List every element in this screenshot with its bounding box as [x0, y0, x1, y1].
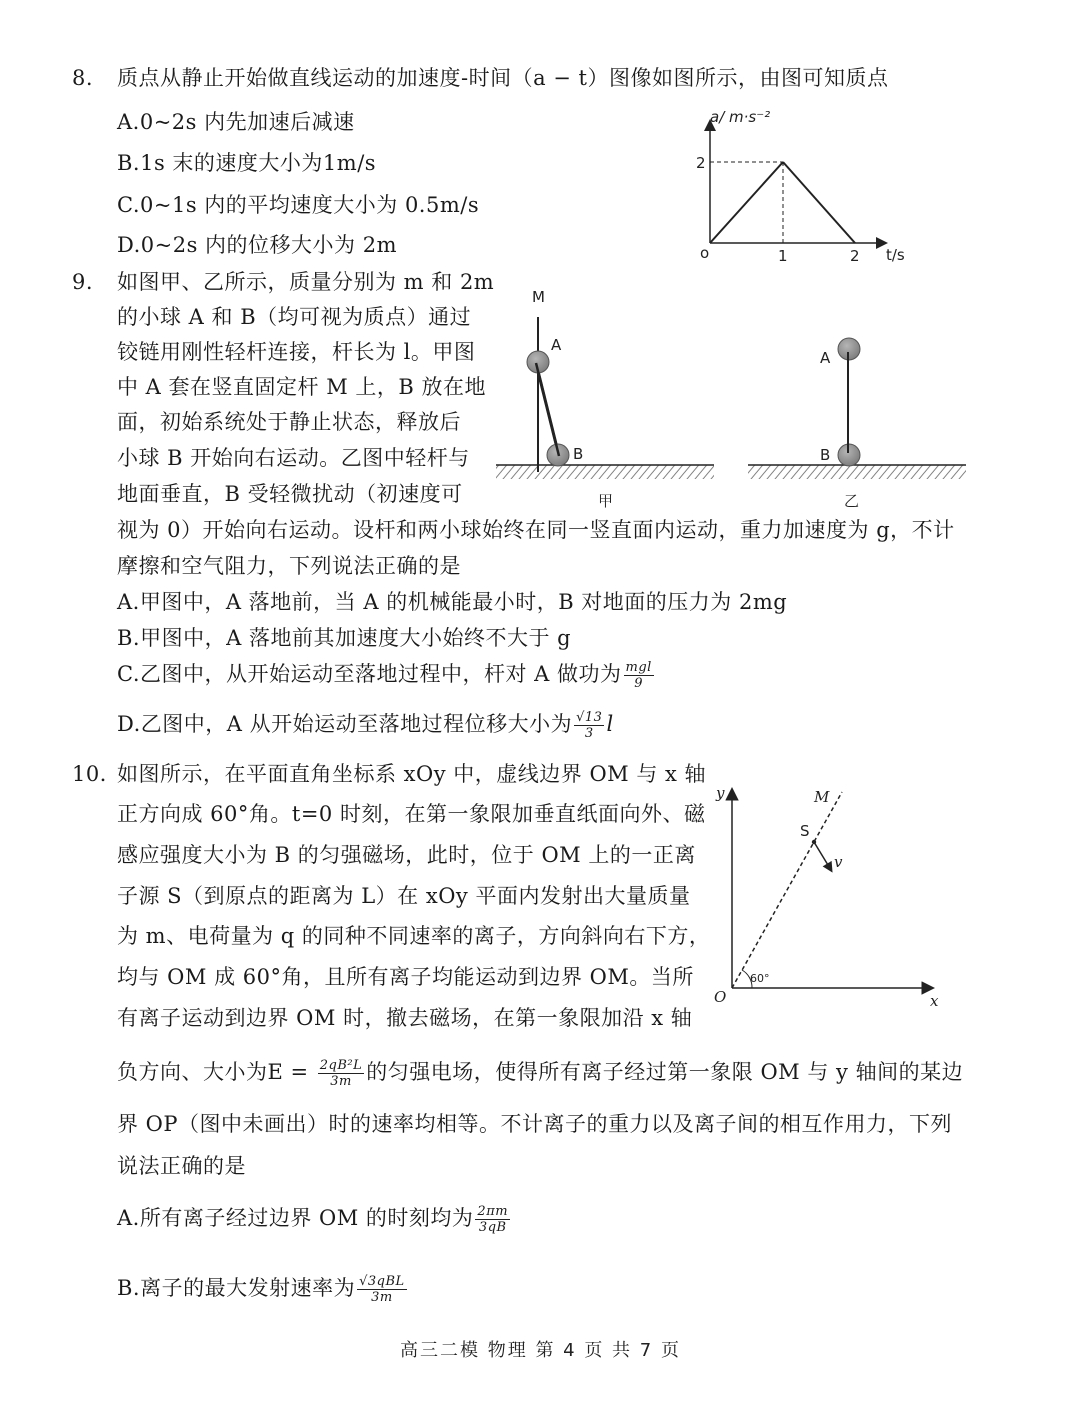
fraction — [475, 1204, 510, 1235]
q9-option-c — [117, 660, 656, 691]
q10-stem-line: 感应强度大小为 B 的匀强磁场，此时，位于 OM 上的一正离 — [117, 843, 696, 867]
q10-stem-line: 子源 S（到原点的距离为 L）在 xOy 平面内发射出大量质量 — [117, 884, 691, 908]
option-text: 甲图中，A 落地前，当 A 的机械能最小时，B 对地面的压力为 2mg — [139, 590, 788, 614]
numerator: mgl — [625, 660, 652, 675]
origin-label: o — [700, 244, 710, 262]
q8-stem: 质点从静止开始做直线运动的加速度-时间（a − t）图像如图所示，由图可知质点 — [117, 66, 889, 90]
q10-stem-line: 界 OP（图中未画出）时的速率均相等。不计离子的重力以及离子间的相互作用力，下列 — [117, 1112, 953, 1136]
caption-yi: 乙 — [844, 492, 860, 510]
ground-hatch — [496, 465, 714, 479]
numerator: 2πm — [477, 1204, 509, 1219]
q8-option-c — [117, 191, 479, 219]
option-label: C. — [117, 662, 140, 686]
label-m: M — [532, 288, 545, 306]
q10-number: 10． — [72, 762, 122, 786]
rising-line — [710, 162, 783, 243]
origin-label: O — [714, 988, 727, 1006]
angle-label: 60° — [750, 972, 770, 985]
label-a: A — [551, 336, 562, 354]
q10-stem-line: 正方向成 60°角。t=0 时刻，在第一象限加垂直纸面向外、磁 — [117, 802, 706, 826]
label-b: B — [820, 446, 831, 464]
diagram-yi — [748, 338, 966, 510]
numerator: √3qBL — [359, 1274, 405, 1289]
q10-option-a — [117, 1204, 512, 1235]
s-label: S — [800, 822, 810, 840]
option-text: 0~2s 内的位移大小为 2m — [140, 233, 397, 257]
option-label: D. — [117, 233, 141, 257]
option-text: 所有离子经过边界 OM 的时刻均为 — [139, 1206, 474, 1230]
option-label: B. — [117, 626, 141, 650]
q9-stem-line: 摩擦和空气阻力，下列说法正确的是 — [117, 554, 461, 578]
caption-jia: 甲 — [598, 492, 614, 510]
q8-option-a — [117, 108, 355, 136]
option-text: 0~1s 内的平均速度大小为 0.5m/s — [140, 193, 480, 217]
q10-stem-field-line — [117, 1058, 963, 1089]
denominator: 3 — [584, 726, 594, 741]
y-label: y — [716, 784, 725, 802]
y-axis-label: a/ m·s⁻² — [710, 108, 771, 126]
q10-stem-line: 如图所示，在平面直角坐标系 xOy 中，虚线边界 OM 与 x 轴 — [117, 762, 707, 786]
fraction — [357, 1274, 407, 1305]
q10-stem-line: 有离子运动到边界 OM 时，撤去磁场，在第一象限加沿 x 轴 — [117, 1006, 693, 1030]
fraction — [574, 710, 604, 741]
falling-line — [783, 162, 855, 243]
v-label: v — [834, 853, 843, 871]
q9-stem-line: 小球 B 开始向右运动。乙图中轻杆与 — [117, 446, 470, 470]
q10-coordinate-diagram — [700, 770, 960, 1020]
option-text: 甲图中，A 落地前其加速度大小始终不大于 g — [140, 626, 572, 650]
q9-option-d — [117, 710, 614, 741]
variable-l: l — [606, 712, 614, 736]
option-label: C. — [117, 193, 140, 217]
fraction — [624, 660, 654, 691]
y-tick-2: 2 — [696, 154, 706, 172]
stem-text: 的匀强电场，使得所有离子经过第一象限 OM 与 y 轴间的某边 — [366, 1060, 964, 1084]
field-fraction — [318, 1058, 365, 1089]
q10-stem-line: 均与 OM 成 60°角，且所有离子均能运动到边界 OM。当所 — [117, 965, 694, 989]
q9-stem-line: 如图甲、乙所示，质量分别为 m 和 2m — [117, 270, 495, 294]
q9-stem-line: 视为 0）开始向右运动。设杆和两小球始终在同一竖直面内运动，重力加速度为 g，不计 — [117, 518, 955, 542]
numerator: √13 — [576, 710, 603, 725]
option-label: B. — [117, 1276, 141, 1300]
option-label: D. — [117, 712, 141, 736]
x-tick-1: 1 — [778, 247, 788, 265]
boundary-om — [732, 792, 842, 988]
denominator: 9 — [634, 676, 644, 691]
numerator: 2qB²L — [319, 1058, 363, 1073]
option-text: 离子的最大发射速率为 — [140, 1276, 356, 1300]
velocity-arrow — [814, 842, 831, 870]
q10-option-b — [117, 1274, 409, 1305]
q9-option-b — [117, 624, 571, 652]
option-label: A. — [117, 1206, 140, 1230]
q9-stem-line: 铰链用刚性轻杆连接，杆长为 l。甲图 — [117, 340, 476, 364]
q9-diagrams — [490, 280, 980, 510]
x-axis-label: t/s — [886, 246, 905, 264]
q9-stem-line: 中 A 套在竖直固定杆 M 上，B 放在地 — [117, 375, 486, 399]
page-footer: 高三二模 物理 第 4 页 共 7 页 — [400, 1340, 681, 1361]
q9-stem-line: 的小球 A 和 B（均可视为质点）通过 — [117, 305, 472, 329]
x-tick-2: 2 — [850, 247, 860, 265]
option-text: 乙图中，从开始运动至落地过程中，杆对 A 做功为 — [140, 662, 622, 686]
option-text: 1s 末的速度大小为1m/s — [140, 151, 377, 175]
q9-number: 9. — [72, 270, 94, 294]
m-label: M — [814, 788, 830, 806]
option-label: B. — [117, 151, 141, 175]
x-label: x — [930, 992, 939, 1010]
denominator: 3m — [371, 1290, 393, 1305]
option-label: A. — [117, 590, 140, 614]
q9-option-a — [117, 588, 787, 616]
q8-at-graph — [690, 100, 920, 270]
option-text: 0~2s 内先加速后减速 — [139, 110, 355, 134]
label-b: B — [573, 445, 584, 463]
denominator: 3m — [330, 1074, 352, 1089]
q9-stem-line: 面，初始系统处于静止状态，释放后 — [117, 410, 461, 434]
q10-stem-line: 说法正确的是 — [117, 1154, 246, 1178]
denominator: 3qB — [478, 1220, 507, 1235]
q8-option-b — [117, 149, 376, 177]
option-text: 乙图中，A 从开始运动至落地过程位移大小为 — [140, 712, 573, 736]
q8-number: 8. — [72, 66, 94, 90]
q9-stem-line: 地面垂直，B 受轻微扰动（初速度可 — [117, 482, 463, 506]
option-label: A. — [117, 110, 140, 134]
q8-option-d — [117, 231, 397, 259]
label-a: A — [820, 349, 831, 367]
diagram-jia — [496, 288, 714, 510]
q10-stem-line: 为 m、电荷量为 q 的同种不同速率的离子，方向斜向右下方， — [117, 924, 711, 948]
ground-hatch — [748, 465, 966, 479]
stem-text: 负方向、大小为E = — [117, 1060, 316, 1084]
